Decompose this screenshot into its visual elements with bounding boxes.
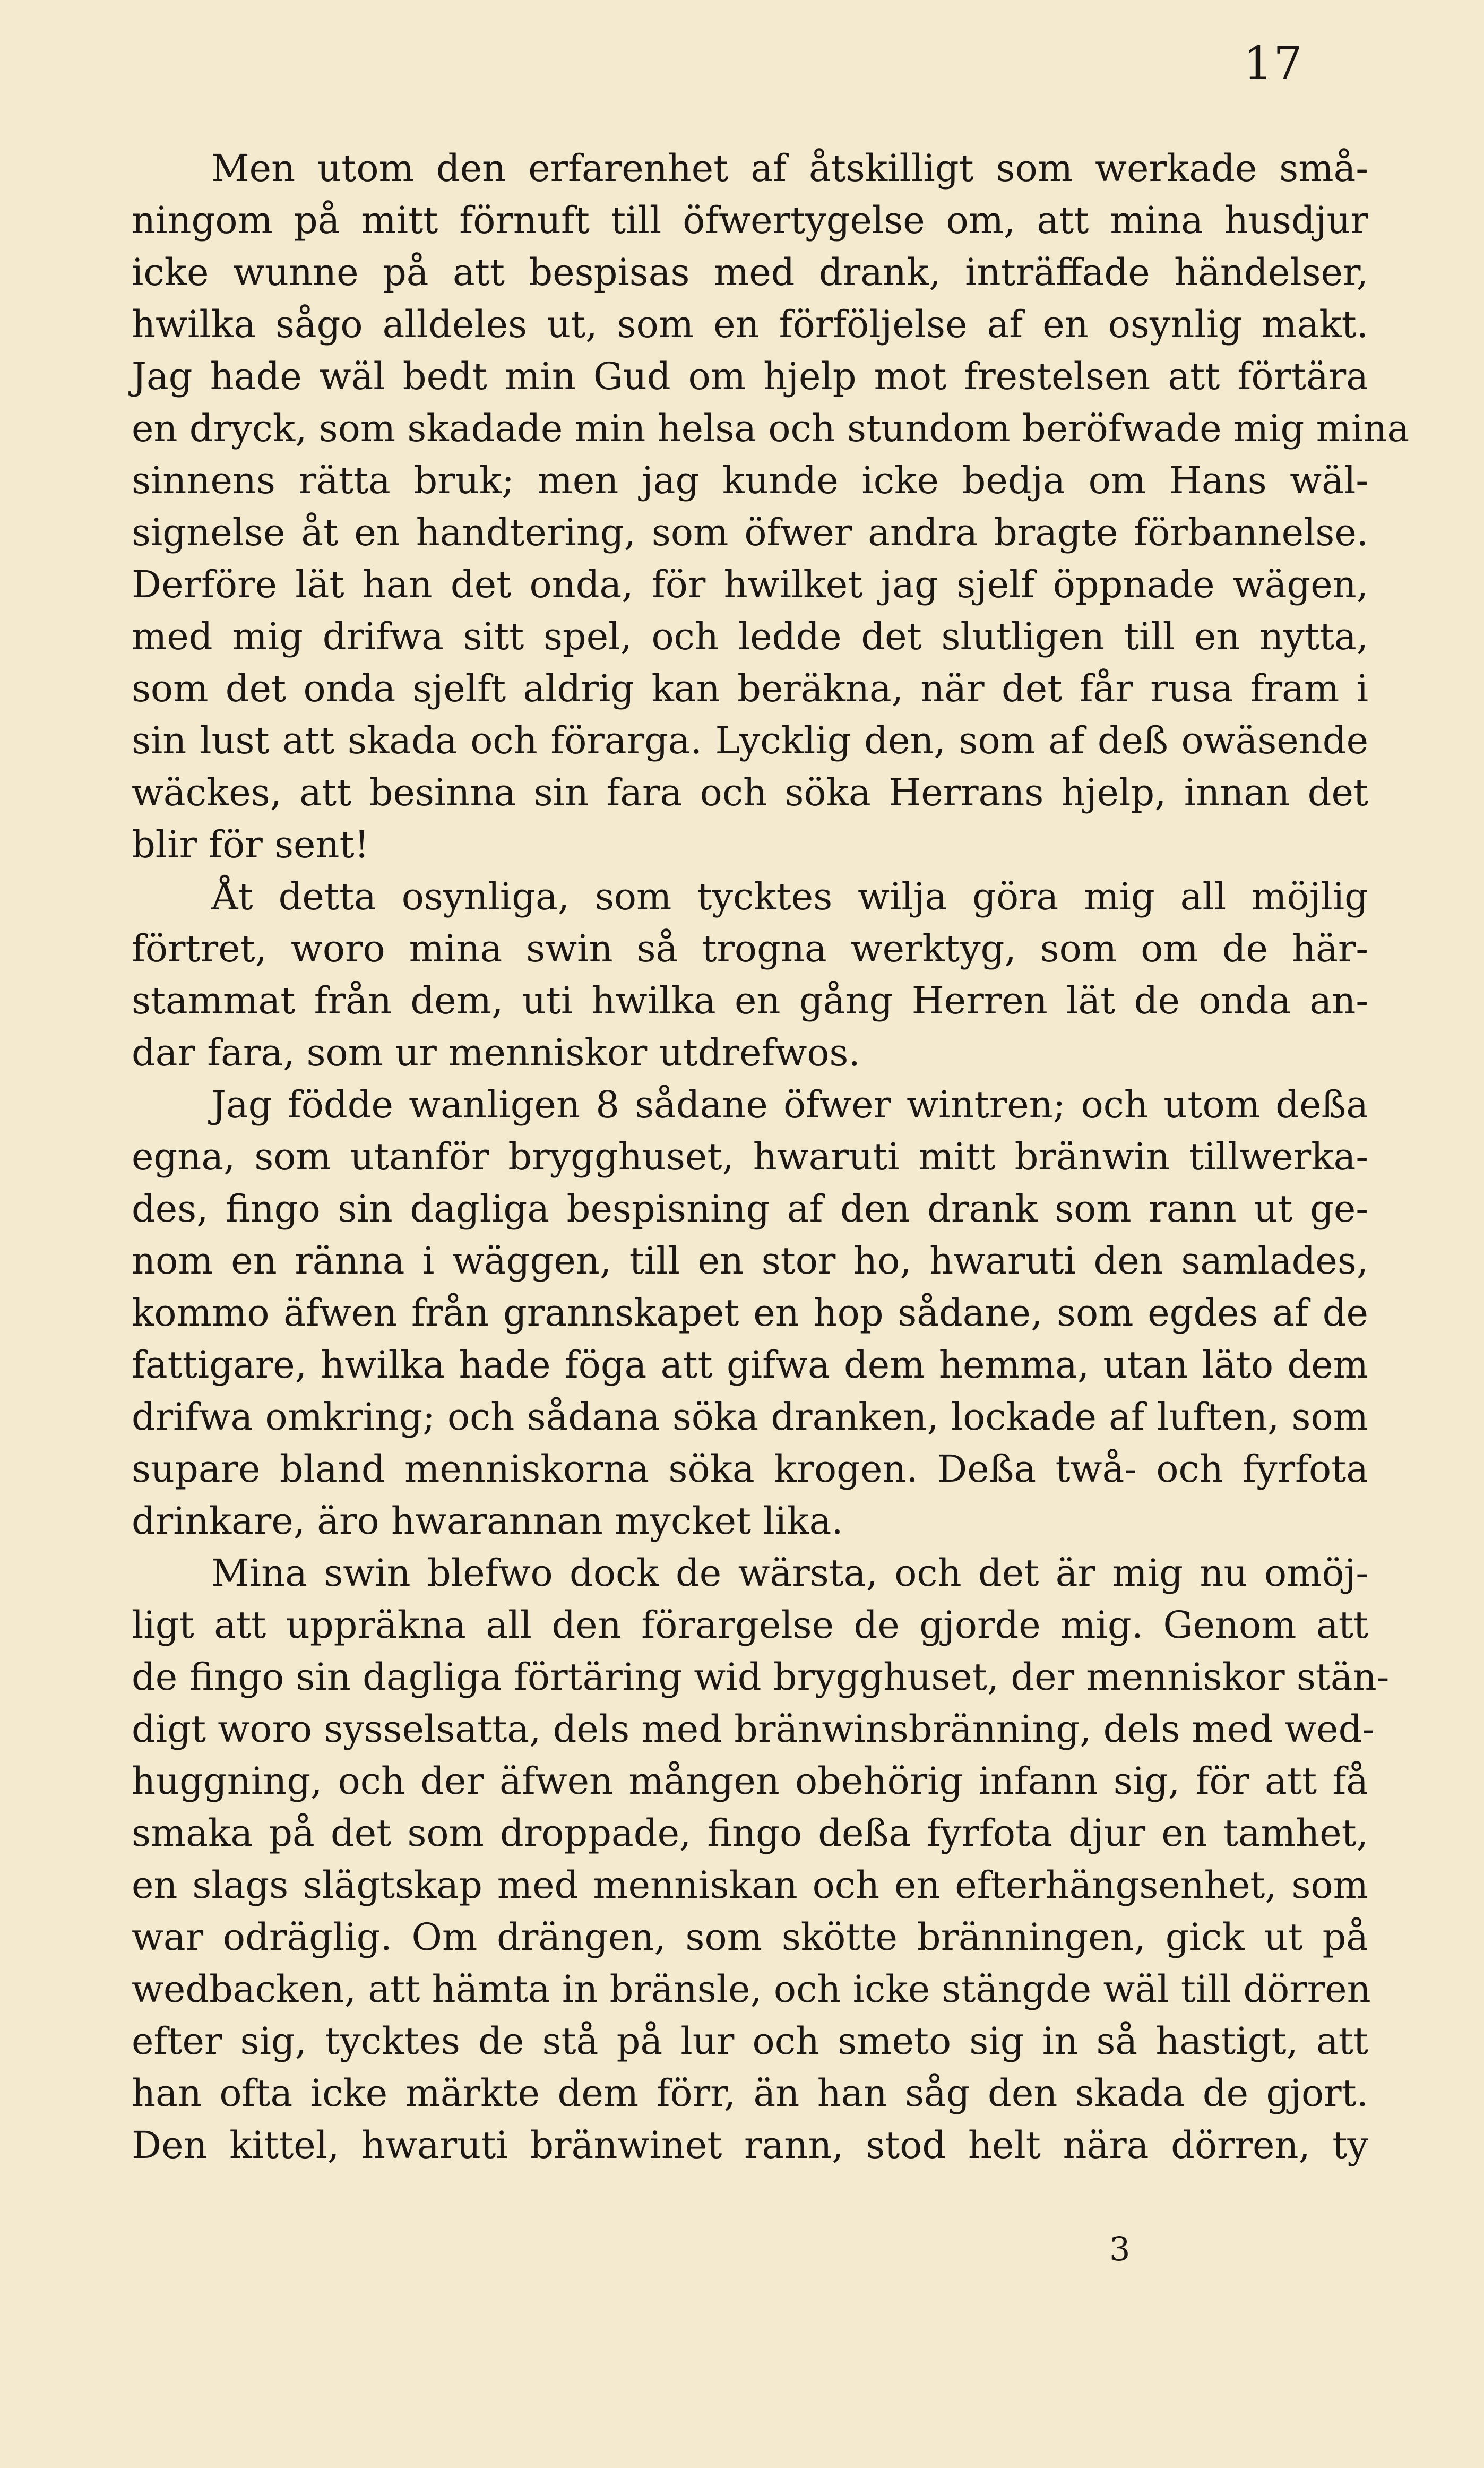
text-line: fattigare, hwilka hade föga att gifwa dem hemma, utan läto dem (132, 1343, 1368, 1387)
text-line: dar fara, som ur menniskor utdrefwos. (132, 1031, 860, 1074)
paragraph-2 (132, 871, 1368, 1079)
text-line: digt woro sysselsatta, dels med bränwinsbränning, dels med wed- (132, 1707, 1375, 1751)
text-line: blir för sent! (132, 823, 369, 866)
text-line: med mig drifwa sitt spel, och ledde det slutligen till en nytta, (132, 615, 1368, 658)
paragraph-4 (132, 1547, 1390, 2171)
text-line: kommo äfwen från grannskapet en hop sådane, som egdes af de (132, 1291, 1368, 1335)
paragraph-3 (132, 1079, 1368, 1547)
text-line: nom en ränna i wäggen, till en stor ho, hwaruti den samlades, (132, 1239, 1368, 1283)
text-line: des, fingo sin dagliga bespisning af den drank som rann ut ge- (132, 1187, 1368, 1231)
text-line: supare bland menniskorna söka krogen. Deßa twå- och fyrfota (132, 1447, 1368, 1491)
paragraph-1 (132, 142, 1410, 871)
text-line: Mina swin blefwo dock de wärsta, och det är mig nu omöj- (211, 1551, 1368, 1595)
text-line: Jag födde wanligen 8 sådane öfwer wintren; och utom deßa (211, 1083, 1368, 1126)
text-line: efter sig, tycktes de stå på lur och smeto sig in så hastigt, att (132, 2019, 1368, 2063)
text-line: som det onda sjelft aldrig kan beräkna, när det får rusa fram i (132, 667, 1368, 710)
text-line: han ofta icke märkte dem förr, än han såg den skada de gjort. (132, 2071, 1368, 2115)
text-line: förtret, woro mina swin så trogna werktyg, som om de här- (132, 927, 1368, 970)
signature-mark: 3 (1109, 2230, 1131, 2268)
text-line: drinkare, äro hwarannan mycket lika. (132, 1499, 843, 1543)
text-line: signelse åt en handtering, som öfwer andra bragte förbannelse. (132, 511, 1368, 554)
text-line: Derföre lät han det onda, för hwilket jag sjelf öppnade wägen, (132, 563, 1368, 606)
text-line: Åt detta osynliga, som tycktes wilja göra mig all möjlig (211, 875, 1368, 918)
text-line: icke wunne på att bespisas med drank, inträffade händelser, (132, 251, 1368, 294)
text-line: stammat från dem, uti hwilka en gång Herren lät de onda an- (132, 979, 1368, 1022)
text-line: Men utom den erfarenhet af åtskilligt som werkade små- (211, 147, 1368, 190)
text-line: en dryck, som skadade min helsa och stundom beröfwade mig mina (132, 407, 1410, 450)
text-line: hwilka sågo alldeles ut, som en förföljelse af en osynlig makt. (132, 303, 1368, 346)
text-line: en slags slägtskap med menniskan och en efterhängsenhet, som (132, 1863, 1368, 1907)
text-line: Den kittel, hwaruti bränwinet rann, stod helt nära dörren, ty (132, 2123, 1368, 2167)
text-line: wäckes, att besinna sin fara och söka Herrans hjelp, innan det (132, 771, 1368, 814)
text-line: huggning, och der äfwen mången obehörig infann sig, för att få (132, 1759, 1368, 1803)
text-line: Jag hade wäl bedt min Gud om hjelp mot frestelsen att förtära (132, 355, 1368, 398)
text-line: ligt att uppräkna all den förargelse de gjorde mig. Genom att (132, 1603, 1368, 1647)
text-line: sin lust att skada och förarga. Lycklig den, som af deß owäsende (132, 719, 1368, 762)
text-line: war odräglig. Om drängen, som skötte bränningen, gick ut på (132, 1915, 1368, 1959)
text-line: de fingo sin dagliga förtäring wid brygghuset, der menniskor stän- (132, 1655, 1390, 1699)
text-line: ningom på mitt förnuft till öfwertygelse om, att mina husdjur (132, 199, 1368, 242)
text-line: egna, som utanför brygghuset, hwaruti mitt bränwin tillwerka- (132, 1135, 1368, 1179)
text-line: smaka på det som droppade, fingo deßa fyrfota djur en tamhet, (132, 1811, 1368, 1855)
body-text (132, 142, 1410, 2171)
text-line: wedbacken, att hämta in bränsle, och icke stängde wäl till dörren (132, 1967, 1371, 2011)
page-number: 17 (1243, 37, 1304, 90)
text-line: drifwa omkring; och sådana söka dranken, lockade af luften, som (132, 1395, 1368, 1439)
text-line: sinnens rätta bruk; men jag kunde icke bedja om Hans wäl- (132, 459, 1368, 502)
